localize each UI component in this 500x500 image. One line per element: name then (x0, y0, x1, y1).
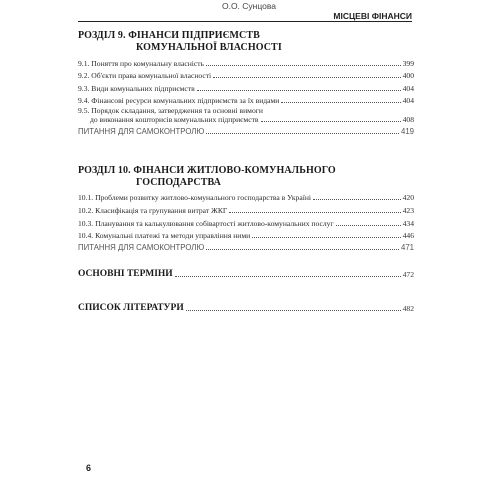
dot-leader (313, 199, 401, 200)
toc-entry[interactable]: 10.2. Класифікація та групування витрат ЖКГ 423 (78, 206, 414, 215)
dot-leader (252, 237, 400, 238)
toc-entry[interactable]: 9.4. Фінансові ресурси комунальних підприємств за їх видами 404 (78, 96, 414, 105)
dot-leader (281, 102, 400, 103)
section-9-title-line1: РОЗДІЛ 9. ФІНАНСИ ПІДПРИЄМСТВ (78, 30, 260, 41)
page-ref: 404 (402, 84, 414, 93)
section-10-title (78, 165, 414, 189)
toc-entry-literature[interactable]: СПИСОК ЛІТЕРАТУРИ 482 (78, 303, 414, 313)
dot-leader (206, 65, 401, 66)
page-ref: 423 (402, 206, 414, 215)
toc-entry-self-check[interactable]: ПИТАННЯ ДЛЯ САМОКОНТРОЛЮ 471 (78, 243, 414, 252)
page-ref: 472 (402, 270, 414, 279)
page-ref: 420 (402, 193, 414, 202)
toc-entry[interactable]: 10.1. Проблеми розвитку житлово-комунального господарства в Україні 420 (78, 193, 414, 202)
header-author: О.О. Сунцова (221, 1, 277, 11)
page-ref: 404 (402, 96, 414, 105)
dot-leader (261, 121, 401, 122)
toc-entry[interactable]: 10.3. Планування та калькулювання собівартості житлово-комунальних послуг 434 (78, 219, 414, 228)
page-ref: 482 (402, 304, 414, 313)
section-9-title (78, 30, 414, 54)
section-10-title-line1: РОЗДІЛ 10. ФІНАНСИ ЖИТЛОВО-КОМУНАЛЬНОГО (78, 165, 336, 176)
toc-entry-terms[interactable]: ОСНОВНІ ТЕРМІНИ 472 (78, 269, 414, 279)
page-number: 6 (86, 463, 92, 473)
page-ref: 400 (402, 71, 414, 80)
header-book-title: МІСЦЕВІ ФІНАНСИ (333, 11, 412, 21)
section-10-title-line2: ГОСПОДАРСТВА (136, 177, 221, 188)
page-ref: 446 (402, 231, 414, 240)
page-ref: 399 (402, 59, 414, 68)
page-ref: 434 (402, 219, 414, 228)
page-ref: 408 (402, 115, 414, 124)
toc-entry[interactable]: 10.4. Комунальні платежі та методи управління ними 446 (78, 231, 414, 240)
page-ref: 471 (400, 243, 414, 252)
dot-leader (206, 249, 399, 250)
dot-leader (197, 90, 401, 91)
toc-entry-self-check[interactable]: ПИТАННЯ ДЛЯ САМОКОНТРОЛЮ 419 (78, 127, 414, 136)
dot-leader (336, 225, 401, 226)
toc-entry[interactable]: 9.2. Об'єкти права комунальної власності 400 (78, 71, 414, 80)
toc-entry[interactable]: 9.1. Поняття про комунальну власність 399 (78, 59, 414, 68)
toc-entry[interactable]: 9.3. Види комунальних підприємств 404 (78, 84, 414, 93)
page-ref: 419 (400, 127, 414, 136)
dot-leader (206, 133, 399, 134)
dot-leader (213, 77, 400, 78)
toc-entry[interactable]: 9.5. Порядок складання, затвердження та основні вимоги до виконання кошторисів комунальних підприємств 408 (78, 106, 414, 124)
dot-leader (186, 310, 401, 311)
dot-leader (229, 212, 400, 213)
section-9-title-line2: КОМУНАЛЬНОЇ ВЛАСНОСТІ (136, 42, 282, 53)
header-rule (78, 21, 412, 22)
dot-leader (175, 276, 401, 277)
